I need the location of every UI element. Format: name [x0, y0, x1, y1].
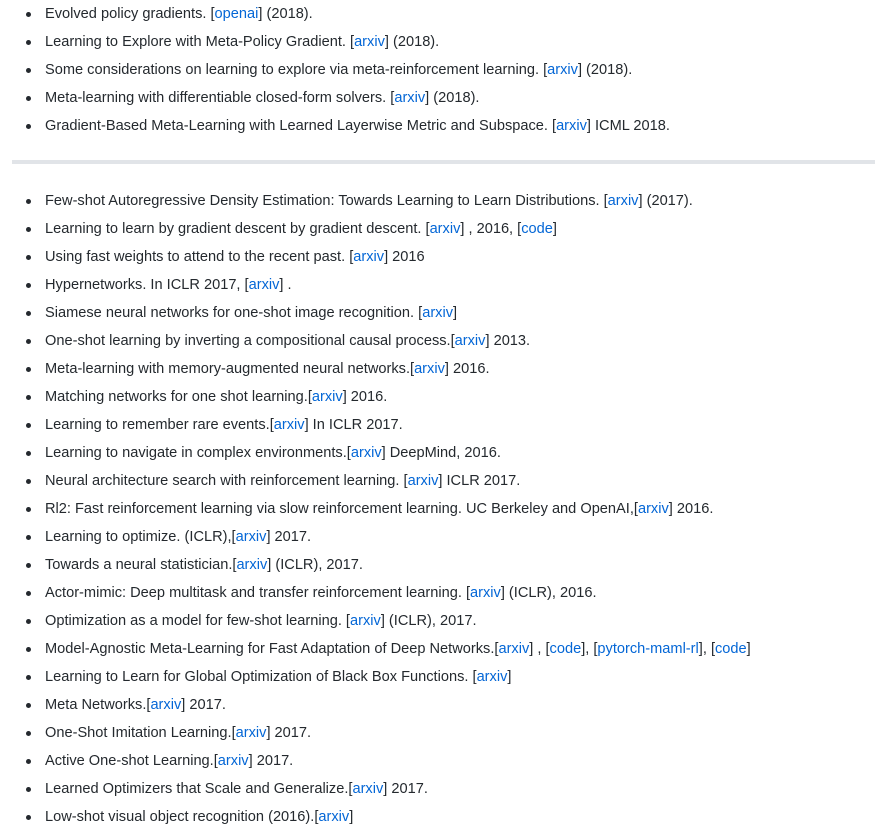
arxiv-link[interactable]: arxiv [311, 389, 343, 405]
item-text: ] (2018). [425, 90, 480, 106]
item-text: ] (ICLR), 2016. [500, 585, 597, 601]
item-text: Optimization as a model for few-shot learning. [ [45, 613, 350, 629]
arxiv-link[interactable]: arxiv [422, 305, 454, 321]
arxiv-link[interactable]: arxiv [454, 333, 486, 349]
arxiv-link[interactable]: arxiv [607, 193, 639, 209]
list-item [0, 411, 875, 439]
item-text: Meta Networks.[ [45, 697, 151, 713]
item-text: ] 2016 [384, 249, 425, 265]
item-text: One-Shot Imitation Learning.[ [45, 725, 236, 741]
item-text: ] [552, 221, 557, 237]
arxiv-link[interactable]: arxiv [354, 34, 385, 50]
arxiv-link[interactable]: arxiv [414, 361, 445, 377]
item-text: Rl2: Fast reinforcement learning via slow reinforcement learning. UC Berkeley and OpenAI,[ [45, 501, 638, 517]
list-item [0, 523, 875, 551]
code-link[interactable]: code [715, 641, 747, 657]
item-text: Evolved policy gradients. [ [45, 6, 215, 22]
item-text: ], [ [698, 641, 715, 657]
item-text: ] 2016. [342, 389, 388, 405]
item-text: ] (2018). [577, 62, 633, 78]
arxiv-link[interactable]: arxiv [547, 62, 578, 78]
item-text: ] (2017). [638, 193, 693, 209]
arxiv-link[interactable]: arxiv [637, 501, 669, 517]
item-text: ] (2018). [384, 34, 440, 50]
list-item [0, 383, 875, 411]
arxiv-link[interactable]: arxiv [217, 753, 249, 769]
item-text: Learning to optimize. (ICLR),[ [45, 529, 236, 545]
arxiv-link[interactable]: arxiv [407, 473, 439, 489]
arxiv-link[interactable]: arxiv [352, 781, 384, 797]
list-item [0, 691, 875, 719]
item-text: Some considerations on learning to explore via meta-reinforcement learning. [ [45, 62, 548, 78]
item-text: ] 2013. [485, 333, 531, 349]
list-item [0, 187, 875, 215]
item-text: ] 2017. [266, 725, 312, 741]
list-item [0, 243, 875, 271]
arxiv-link[interactable]: arxiv [498, 641, 530, 657]
item-text: Meta-learning with memory-augmented neural networks.[ [45, 361, 415, 377]
item-text: Matching networks for one shot learning.[ [45, 389, 312, 405]
arxiv-link[interactable]: arxiv [429, 221, 461, 237]
item-text: Siamese neural networks for one-shot image recognition. [ [45, 305, 423, 321]
list-item [0, 439, 875, 467]
arxiv-link[interactable]: arxiv [350, 445, 382, 461]
arxiv-link[interactable]: arxiv [235, 529, 267, 545]
item-text: Hypernetworks. In ICLR 2017, [ [45, 277, 249, 293]
item-text: ] (2018). [258, 6, 313, 22]
item-text: ] In ICLR 2017. [304, 417, 403, 433]
item-text: Meta-learning with differentiable closed-form solvers. [ [45, 90, 395, 106]
arxiv-link[interactable]: arxiv [273, 417, 305, 433]
item-text: ] 2016. [444, 361, 490, 377]
list-item [0, 299, 875, 327]
arxiv-link[interactable]: arxiv [394, 90, 426, 106]
list-item [0, 84, 875, 112]
list-item [0, 467, 875, 495]
item-text: ] . [279, 277, 292, 293]
item-text: Learning to learn by gradient descent by gradient descent. [ [45, 221, 430, 237]
item-text: ] 2017. [266, 529, 312, 545]
arxiv-link[interactable]: arxiv [556, 118, 587, 134]
item-text: Learning to Learn for Global Optimization of Black Box Functions. [ [45, 669, 477, 685]
list-item [0, 635, 875, 663]
item-text: Low-shot visual object recognition (2016).[ [45, 809, 319, 825]
item-text: ] 2017. [248, 753, 294, 769]
list-item [0, 355, 875, 383]
arxiv-link[interactable]: arxiv [470, 585, 501, 601]
item-text: ] ICLR 2017. [438, 473, 521, 489]
arxiv-link[interactable]: arxiv [353, 249, 385, 265]
list-item [0, 495, 875, 523]
arxiv-link[interactable]: arxiv [476, 669, 508, 685]
list-item [0, 112, 875, 140]
item-text: Learning to navigate in complex environments.[ [45, 445, 351, 461]
list-item [0, 775, 875, 803]
section-divider [12, 160, 875, 164]
list-item [0, 551, 875, 579]
paper-list-earlier [0, 187, 875, 831]
item-text: Learning to Explore with Meta-Policy Gradient. [ [45, 34, 355, 50]
code-link[interactable]: code [549, 641, 582, 657]
item-text: One-shot learning by inverting a compositional causal process.[ [45, 333, 455, 349]
item-text: ] [507, 669, 512, 685]
item-text: ] [349, 809, 354, 825]
arxiv-link[interactable]: arxiv [236, 557, 268, 573]
item-text: ] 2016. [668, 501, 714, 517]
list-item [0, 579, 875, 607]
item-text: Actor-mimic: Deep multitask and transfer reinforcement learning. [ [45, 585, 471, 601]
item-text: Neural architecture search with reinforcement learning. [ [45, 473, 408, 489]
list-item [0, 0, 875, 28]
list-item [0, 56, 875, 84]
list-item [0, 607, 875, 635]
list-item [0, 271, 875, 299]
item-text: Learned Optimizers that Scale and Generalize.[ [45, 781, 353, 797]
item-text: Gradient-Based Meta-Learning with Learned Layerwise Metric and Subspace. [ [45, 118, 557, 134]
item-text: ] 2017. [181, 697, 226, 713]
arxiv-link[interactable]: arxiv [318, 809, 350, 825]
paper-list-recent [0, 0, 875, 140]
item-text: ], [ [581, 641, 598, 657]
item-text: Towards a neural statistician.[ [45, 557, 237, 573]
list-item [0, 28, 875, 56]
item-text: ] [746, 641, 751, 657]
arxiv-link[interactable]: arxiv [350, 613, 381, 629]
item-text: Learning to remember rare events.[ [45, 417, 274, 433]
item-text: Using fast weights to attend to the recent past. [ [45, 249, 354, 265]
item-text: ] , [ [529, 641, 550, 657]
item-text: ] ICML 2018. [586, 118, 670, 134]
item-text: Model-Agnostic Meta-Learning for Fast Adaptation of Deep Networks.[ [45, 641, 499, 657]
item-text: ] (ICLR), 2017. [380, 613, 477, 629]
list-item [0, 803, 875, 831]
list-item [0, 747, 875, 775]
code-link[interactable]: code [521, 221, 553, 237]
item-text: ] , 2016, [ [460, 221, 522, 237]
pytorch-maml-rl-link[interactable]: pytorch-maml-rl [597, 641, 699, 657]
openai-link[interactable]: openai [214, 6, 259, 22]
item-text: ] 2017. [383, 781, 428, 797]
item-text: ] (ICLR), 2017. [267, 557, 363, 573]
item-text: Active One-shot Learning.[ [45, 753, 218, 769]
list-item [0, 215, 875, 243]
list-item [0, 719, 875, 747]
item-text: ] DeepMind, 2016. [381, 445, 501, 461]
item-text: Few-shot Autoregressive Density Estimation: Towards Learning to Learn Distributions. [ [45, 193, 608, 209]
arxiv-link[interactable]: arxiv [150, 697, 182, 713]
item-text: ] [453, 305, 458, 321]
list-item [0, 327, 875, 355]
arxiv-link[interactable]: arxiv [248, 277, 280, 293]
arxiv-link[interactable]: arxiv [235, 725, 267, 741]
list-item [0, 663, 875, 691]
